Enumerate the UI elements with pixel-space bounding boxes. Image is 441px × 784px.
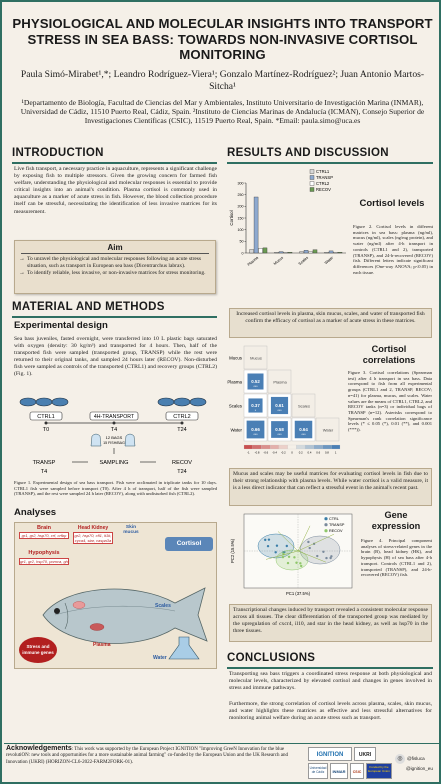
color-scale-segment [253,445,262,449]
methods-rule [12,316,217,318]
bar [329,251,333,253]
summary-2-box [229,468,432,506]
intro-rule [12,162,217,164]
heatmap-diag-label: Water [322,427,334,433]
results-rule [227,162,433,164]
pca-point [282,556,284,558]
heatmap-diag-label: Plasma [273,379,287,385]
analyses-figure [14,522,217,669]
recov-label: RECOV [172,460,192,466]
brain-genes: gr1, gr2, hsp70, crf, crfbp [19,532,69,539]
color-scale-segment [270,445,279,449]
pca-legend-dot [324,529,327,532]
pca-legend-dot [324,523,327,526]
legend-label: CTRL2 [316,181,330,186]
color-scale-label: 0.4 [307,450,312,455]
conclusions-rule [227,667,433,669]
skin-mucus-label: Skin mucus [123,525,139,535]
sampling-label: SAMPLING [99,460,129,466]
bar [250,250,254,254]
cortisol-bar-chart [226,165,352,269]
bar [254,197,258,253]
analyses-heading: Analyses [14,507,57,518]
legend-label: CTRL1 [316,169,330,174]
ack-text: : This work was supported by the European Project IGNITION "Improving GreeN Innovation for the blue revolutiON: new tools and opportunities for a more sustainable animal farming" co-funded by the European Union and the UK Research and Innovation (UKRI) (HORIZON-CL6-2022-FARM2FORK-01). [6,747,288,765]
color-scale-label: -0.8 [254,450,260,455]
social-icon: ◎ [395,754,405,764]
ack-label: Acknowledgements [6,745,72,752]
t24-label-2: T24 [177,469,187,475]
aim-rule [21,253,209,254]
t24-label: T24 [177,427,187,433]
pca-legend-dot [324,517,327,520]
heatmap-value: 0.58 [275,427,284,432]
arrow-right-icon: → [19,255,25,262]
bar [263,248,267,253]
pca-plot [226,508,358,604]
water-flask-icon [165,635,205,661]
inmar-logo: INMAR [330,763,348,779]
color-scale-label: -0.4 [272,450,277,455]
color-scale-segment [261,445,270,449]
heatmap-value: 0.64 [299,427,308,432]
heatmap-stars: *** [277,433,282,437]
aim-item-2: → To identify reliable, less invasive, or non-invasive matrices for stress monitoring. [19,270,206,277]
color-scale-segment [279,445,288,449]
transp-label: TRANSP [32,460,56,466]
ctrl1-label: CTRL1 [37,414,55,421]
pca-point [274,551,276,553]
heatmap-stars: *** [253,385,258,389]
heatmap-value: 0.66 [251,427,260,432]
design-diagram [14,392,217,478]
tanks-ctrl1 [20,398,68,406]
color-scale-segment [305,445,314,449]
acknowledgements [6,746,306,766]
heatmap-value: 0.37 [251,403,260,408]
head-kidney-genes: gr2, hsp70, cfl1, lt3k, cyca4, star, caspa3a [74,533,112,543]
pca-legend-label: RECOV [329,529,343,533]
legend-swatch [310,182,314,186]
summary-1-box [229,308,432,338]
fig4-caption: Figure 4. Principal component analyses of stress-related genes in the brain (B), head kidney (HK), and hypophysis (H) of sea bass after 4-h transport. Controls (CTRL1 and 2), transported (TRANSP), and 24-h-recovered (RECOV) fish. [361,538,432,578]
conclusions-heading: CONCLUSIONS [227,652,316,664]
methods-text: Sea bass juveniles, fasted overnight, were transferred into 10 L plastic bags saturated with oxygen (density: 30 kg/m³) and transported for 4 hours. Then, half of the transported fish were sampled (transported group, TRANSP) while the rest were returned to their original tanks, and sampled 24 hours later (RECOV). Non-disturbed fish were sampled as controls of the transported (CTRL1) and recovery groups (CTRL2) (Fig. 1). [14,336,217,378]
y-tick-label: 100 [237,227,244,232]
head-kidney-label: Head Kidney [77,525,109,531]
bar [313,250,317,253]
pca-point [287,562,289,564]
pca-point [293,556,295,558]
plasma-label: Plasma [93,642,111,648]
color-scale-segment [314,445,323,449]
pca-legend-label: CTRL [329,517,339,521]
pca-x-label: PC1 (37.5%) [286,591,310,596]
brain-label: Brain [36,525,52,531]
bar [334,252,338,253]
bar [338,252,342,253]
heatmap-value: 0.52 [251,379,260,384]
gene-expression-heading: Gene expression [371,510,421,531]
y-tick-label: 250 [237,192,244,197]
color-scale-segment [331,445,340,449]
ukri-logo: UKRI [354,747,376,761]
color-scale-label: -0.6 [263,450,269,455]
pca-point [325,557,327,559]
hypophysis-label: Hypophysis [28,550,60,556]
timeline-dot [113,422,116,425]
pca-point [330,555,332,557]
bar [259,248,263,253]
heatmap-row-label: Scales [228,403,242,409]
t4-label-2: T4 [40,469,48,475]
conclusions-p2: Furthermore, the strong correlation of cortisol levels across plasma, scales, skin mucus, and water highlights these matrices as effective and less stressful alternatives for monitoring animal welfare during an acute stress such as transport. [229,701,432,722]
pca-point [299,562,301,564]
x-tick-label: Water [323,255,335,266]
bar [300,252,304,253]
color-scale-segment [244,445,253,449]
eu-flag-logo: Funded by the European Union [366,763,392,779]
legend-swatch [310,188,314,192]
pca-point [288,556,290,558]
stress-genes-badge: Stress and immune genes [19,637,57,663]
color-scale-label: 1 [334,450,337,455]
t0-label: T0 [42,427,50,433]
hypophysis-genes: gr1, gr2, hsp70, pomca, gh [20,559,68,564]
heatmap-stars: *** [277,409,282,413]
bar [279,252,283,253]
color-scale-label: 0.6 [316,450,321,455]
pca-point [300,565,302,567]
cortisol-badge: Cortisol [165,537,213,551]
correlation-heatmap [226,342,346,464]
authors: Paula Simó-Mirabet¹,*; Leandro Rodríguez-Viera¹; Gonzalo Martínez-Rodríguez²; Juan Antonio Martos-Sitcha¹ [20,69,425,92]
pca-point [309,547,311,549]
heatmap-diag-label: Mucus [250,355,262,361]
intro-text: Live fish transport, a necessary practice in aquaculture, represents a significant challenge by exposing fish to multiple stressors. Given the growing concern for farmed fish welfare, understanding the physiological and molecular responses is essential to provide critical insights into an animal's condition. Plasma cortisol is commonly used in aquaculture as a marker of acute stress in fish. However, the blood collection procedure itself can be stressful, necessitating the identification of less invasive matrices for its measurement. [14,166,217,215]
handle-1[interactable]: @fisluca [407,756,425,761]
aim-item-1: → To unravel the physiological and molecular responses following an acute stress situation, such as transport in European sea bass (Dicentrarchus labrax). [19,255,202,269]
y-tick-label: 50 [239,239,244,244]
bar [288,252,292,253]
color-scale-segment [323,445,332,449]
pca-point [264,539,266,541]
bar [275,252,279,253]
y-tick-label: 300 [237,181,244,186]
bar [325,252,329,253]
fig3-caption: Figure 3. Cortisol correlations (Spearman test) after 4 h transport in sea bass. Data correspond to fish from all experimental groups (CTRL1 and 2, TRANSP, RECOV; n=41) for plasma, mucus, and scales. Water values are the means of CTRL1, CTRL2, and RECOV tanks (n=3) or individual bags of TRANSP (n=12). Asterisks correspond to Spearman's rank correlation significance levels (* ≤ 0.05 (*), 0.01 (**), and 0.001 (***)). [348,370,432,433]
methods-heading: MATERIAL AND METHODS [12,301,165,313]
pca-point [295,562,297,564]
intro-heading: INTRODUCTION [12,147,104,159]
aim-box [14,240,216,294]
arrow-right-icon: → [19,270,25,277]
y-tick-label: 200 [237,204,244,209]
heatmap-value: 0.61 [275,403,284,408]
heatmap-row-label: Plasma [227,379,242,385]
ignition-logo: IGNITION [308,747,352,761]
heatmap-stars: *** [301,433,306,437]
color-scale-label: -0.2 [280,450,286,455]
cortisol-levels-heading: Cortisol levels [359,198,425,209]
transport-label: 4H-TRANSPORT [93,414,135,421]
pca-legend-label: TRANSP [329,523,345,527]
ctrl2-label: CTRL2 [173,414,191,421]
handle-2[interactable]: @ignition_eu [406,766,433,771]
affiliations: ¹Departamento de Biología, Facultad de Ciencias del Mar y Ambientales, Instituto Universitario de Investigación Marina (INMAR), Universidad de Cádiz, 11510 Puerto Real, Cádiz, Spain. ²Instituto de Ciencias Marinas de Andalucía (ICMAN), Consejo Superior de Investigaciones Científicas (CSIC), 11519 Puerto Real, Spain. *Email: paula.simo@uca.es [20,98,425,126]
summary-1: Increased cortisol levels in plasma, skin mucus, scales, and water of transported fish confirm the efficacy of cortisol as a marker of acute stress in these matrices. [236,311,425,324]
tanks-ctrl2 [158,398,206,406]
summary-3-box [229,604,432,642]
color-scale-segment [288,445,297,449]
footer-rule [4,743,441,744]
pca-point [286,545,288,547]
pca-point [322,551,324,553]
x-tick-label: Plasma [246,255,260,267]
legend-label: RECOV [316,187,331,192]
conclusions-p1: Transporting sea bass triggers a coordinated stress response at both physiological and molecular levels, characterized by elevated cortisol and changes in genes involved in stress and immune pathways. [229,671,432,692]
pca-point [316,555,318,557]
heatmap-stars: *** [253,433,258,437]
water-label: Water [153,655,167,661]
t4-label: T4 [110,427,118,433]
fig1-caption: Figure 1. Experimental design of sea bass transport. Fish were acclimated in triplicate tanks for 10 days. CTRL1 fish were sampled before transport (T0). After 4 h of transport, half of the fish were sampled (TRANSP), and the rest were sampled 24 h later (RECOV), along with undisturbed fish (CTRL2). [14,480,217,497]
summary-2: Mucus and scales may be useful matrices for evaluating cortisol levels in fish due to their strong relationship with plasma levels. While water cortisol is a valid measure, it is a less direct indicator that can reflect a stressful event in the animal's recent past. [233,471,428,491]
heatmap-row-label: Mucus [229,355,242,361]
color-scale-label: -1 [247,450,250,455]
color-scale-segment [296,445,305,449]
legend-label: TRANSP [316,175,333,180]
csic-logo: CSIC [350,763,364,779]
x-tick-label: Mucus [273,255,285,266]
heatmap-diag-label: Scales [297,403,311,409]
pca-point [267,545,269,547]
summary-3: Transcriptional changes induced by transport revealed a consistent molecular response across all tissues. The clear differentiation of the transported group was mediated by the upregulation of cxcr4, il10, and star in the head kidney, as well as hsp70 in the three tissues. [233,607,428,634]
aim-heading: Aim [107,243,123,252]
y-tick-label: 0 [241,251,244,256]
legend-swatch [310,170,314,174]
y-axis-label: Cortisol [229,210,234,226]
pca-point [307,541,309,543]
poster-title: PHYSIOLOGICAL AND MOLECULAR INSIGHTS INTO TRANSPORT STRESS IN SEA BASS: TOWARDS NON-INVASIVE CORTISOL MONITORING [12,16,433,62]
y-tick-label: 150 [237,216,244,221]
timeline-dot [45,422,48,425]
correlations-heading: Cortisol correlations [362,344,416,365]
color-scale-label: 0.8 [324,450,329,455]
bar [284,252,288,253]
timeline-dot [181,422,184,425]
fig2-caption: Figure 2. Cortisol levels in different matrices in sea bass: plasma (ng/ml), mucus (ng/ml), scales (ng/mg protein), and water (ng/ml) after 4-h transport in controls (CTRL1 and 2), transported (TRANSP), and 24-h-recovered (RECOV) fish. Different letters indicate significant differences (One-way ANOVA; p<0.05) in each tissue. [353,224,433,275]
design-heading: Experimental design [14,320,108,331]
bar [304,250,308,253]
heatmap-stars: * [254,409,257,413]
pca-y-label: PC2 (15.5%) [230,539,235,563]
bags-label: 12 BAGS [105,435,123,440]
x-tick-label: Scales [297,255,310,267]
pca-point [276,544,278,546]
scales-label: Scales [155,603,171,609]
legend-swatch [310,176,314,180]
color-scale-label: 0 [291,450,293,455]
bar [309,252,313,253]
pca-point [268,538,270,540]
color-scale-label: 0.2 [298,450,303,455]
uca-logo: Universidad de Cádiz [308,763,328,779]
results-heading: RESULTS AND DISCUSSION [227,147,389,159]
heatmap-row-label: Water [230,427,242,433]
fish-per-bag-label: 15 FISH/BAG [103,441,125,445]
